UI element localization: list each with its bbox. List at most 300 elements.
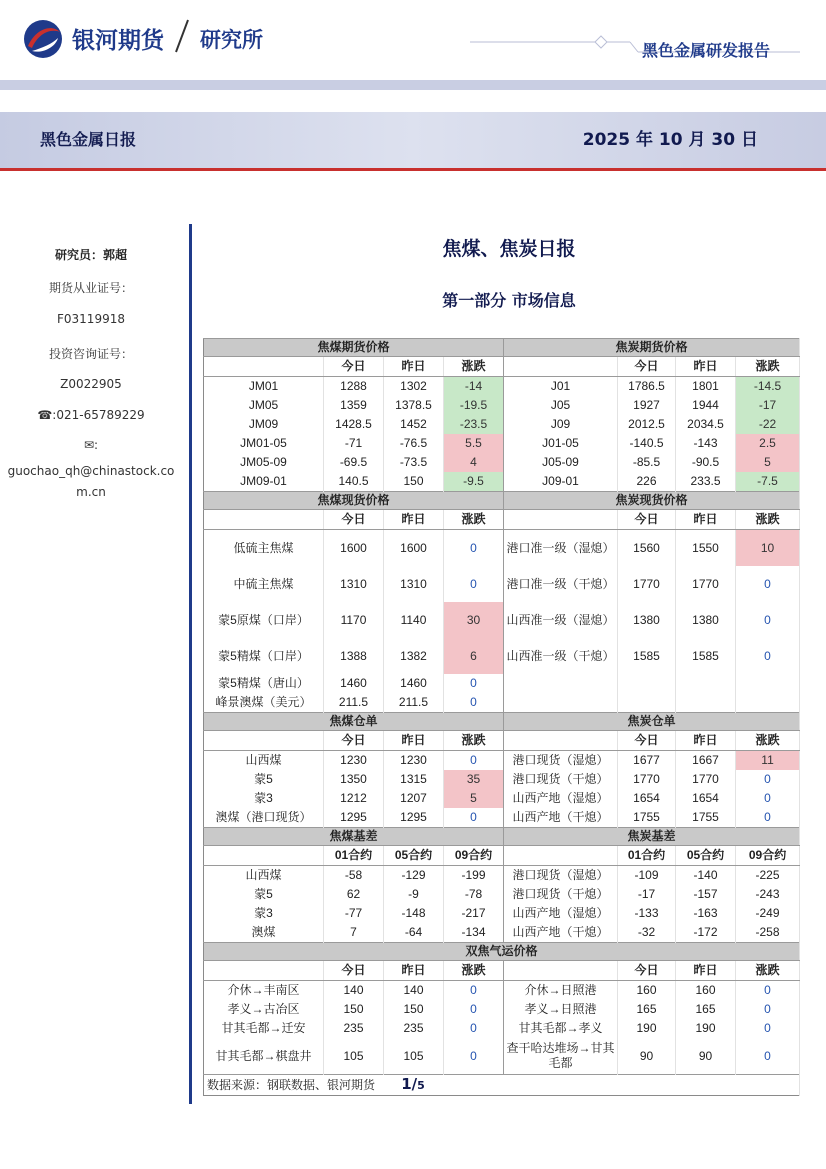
value-cell: -9.5 [444, 472, 504, 492]
value-cell: 1170 [324, 602, 384, 638]
value-cell: 1302 [384, 377, 444, 397]
column-header: 今日 [324, 961, 384, 981]
phone-number: ☎:021-65789229 [37, 408, 145, 422]
page-number [0, 1075, 826, 1093]
value-cell: 165 [676, 1000, 736, 1019]
value-cell: -17 [618, 885, 676, 904]
row-label: 蒙3 [204, 904, 324, 923]
column-header-row [204, 846, 800, 866]
table-row [204, 1019, 800, 1038]
table-row [204, 638, 800, 674]
blank-cell [504, 961, 618, 981]
section-header-row [204, 339, 800, 357]
row-label: 山西产地（干熄） [504, 808, 618, 828]
value-cell: 1755 [618, 808, 676, 828]
blank-cell [204, 846, 324, 866]
value-cell: 1667 [676, 751, 736, 771]
row-label: 蒙5精煤（唐山） [204, 674, 324, 693]
value-cell: 2012.5 [618, 415, 676, 434]
value-cell: 1654 [676, 789, 736, 808]
value-cell: 1560 [618, 530, 676, 567]
value-cell: 140.5 [324, 472, 384, 492]
sidebar-rule [189, 224, 192, 1104]
value-cell: 0 [444, 1038, 504, 1075]
value-cell: -32 [618, 923, 676, 943]
row-label: 查干哈达堆场→甘其毛都 [504, 1038, 618, 1075]
value-cell: 1288 [324, 377, 384, 397]
section-header-row [204, 828, 800, 846]
table-row [204, 751, 800, 771]
value-cell: 1755 [676, 808, 736, 828]
column-header: 今日 [618, 961, 676, 981]
blank-cell [204, 961, 324, 981]
value-cell: 0 [444, 981, 504, 1001]
column-header: 今日 [618, 510, 676, 530]
row-label: 港口准一级（干熄） [504, 566, 618, 602]
row-label: JM05-09 [204, 453, 324, 472]
value-cell: 0 [736, 1000, 800, 1019]
value-cell: 0 [736, 1038, 800, 1075]
value-cell: 211.5 [384, 693, 444, 713]
table-row [204, 1038, 800, 1075]
column-header: 09合约 [444, 846, 504, 866]
value-cell [736, 674, 800, 693]
value-cell: 90 [676, 1038, 736, 1075]
value-cell: 160 [676, 981, 736, 1001]
row-label: J01 [504, 377, 618, 397]
value-cell: 1770 [618, 566, 676, 602]
value-cell: -163 [676, 904, 736, 923]
column-header: 01合约 [618, 846, 676, 866]
column-header: 涨跌 [444, 510, 504, 530]
value-cell: 1585 [618, 638, 676, 674]
section-title: 第一部分 市场信息 [442, 291, 576, 310]
email-address[interactable]: guochao_qh@chinastock.com.cn [7, 464, 175, 499]
data-source: 数据来源：钢联数据、银河期货 [204, 1075, 800, 1096]
table-row [204, 770, 800, 789]
value-cell: 105 [384, 1038, 444, 1075]
value-cell: -73.5 [384, 453, 444, 472]
value-cell: 1295 [324, 808, 384, 828]
value-cell: -23.5 [444, 415, 504, 434]
value-cell: -7.5 [736, 472, 800, 492]
value-cell: -14.5 [736, 377, 800, 397]
value-cell: -71 [324, 434, 384, 453]
value-cell: 235 [384, 1019, 444, 1038]
row-label: 孝义→古冶区 [204, 1000, 324, 1019]
column-header: 昨日 [676, 961, 736, 981]
analyst-name: 研究员：郭超 [54, 248, 127, 262]
value-cell: 1310 [324, 566, 384, 602]
value-cell: 11 [736, 751, 800, 771]
column-header: 涨跌 [736, 731, 800, 751]
value-cell: 1380 [618, 602, 676, 638]
column-header: 涨跌 [736, 357, 800, 377]
mail-icon: ✉ [83, 438, 94, 452]
value-cell: 235 [324, 1019, 384, 1038]
row-label: 峰景澳煤（美元） [204, 693, 324, 713]
value-cell: 165 [618, 1000, 676, 1019]
row-label: 蒙5原煤（口岸） [204, 602, 324, 638]
value-cell: 140 [384, 981, 444, 1001]
value-cell: -109 [618, 866, 676, 886]
value-cell: -157 [676, 885, 736, 904]
row-label: J05-09 [504, 453, 618, 472]
section-title-cell: 焦煤基差 [204, 828, 504, 846]
table-row [204, 885, 800, 904]
blank-cell [204, 510, 324, 530]
row-label: J09 [504, 415, 618, 434]
value-cell [736, 693, 800, 713]
row-label: 蒙5 [204, 770, 324, 789]
value-cell: 150 [384, 472, 444, 492]
column-header: 涨跌 [736, 510, 800, 530]
column-header: 09合约 [736, 846, 800, 866]
column-header-row [204, 357, 800, 377]
row-label: 蒙5 [204, 885, 324, 904]
column-header: 今日 [324, 357, 384, 377]
column-header: 涨跌 [444, 961, 504, 981]
column-header: 05合约 [384, 846, 444, 866]
row-label: 港口现货（湿熄） [504, 751, 618, 771]
value-cell: 1230 [384, 751, 444, 771]
value-cell: 1550 [676, 530, 736, 567]
blank-cell [204, 731, 324, 751]
value-cell: 5.5 [444, 434, 504, 453]
row-label: 港口现货（湿熄） [504, 866, 618, 886]
value-cell: 1770 [676, 770, 736, 789]
value-cell: 30 [444, 602, 504, 638]
row-label: 山西煤 [204, 751, 324, 771]
value-cell: 1295 [384, 808, 444, 828]
column-header: 昨日 [384, 357, 444, 377]
value-cell: -225 [736, 866, 800, 886]
table-row [204, 904, 800, 923]
report-type: 黑色金属研发报告 [641, 41, 770, 60]
value-cell: 0 [736, 808, 800, 828]
row-label: 甘其毛都→迁安 [204, 1019, 324, 1038]
value-cell: 0 [444, 751, 504, 771]
value-cell: 1927 [618, 396, 676, 415]
report-date: 2025 年 10 月 30 日 [582, 130, 758, 150]
table-row [204, 923, 800, 943]
row-label: JM01-05 [204, 434, 324, 453]
market-table [203, 338, 800, 1096]
row-label: 山西准一级（干熄） [504, 638, 618, 674]
value-cell: -258 [736, 923, 800, 943]
value-cell: -199 [444, 866, 504, 886]
section-header-row [204, 713, 800, 731]
value-cell: 35 [444, 770, 504, 789]
table-row [204, 434, 800, 453]
value-cell: 2034.5 [676, 415, 736, 434]
row-label: J05 [504, 396, 618, 415]
column-header: 今日 [324, 731, 384, 751]
value-cell: 0 [736, 770, 800, 789]
row-label: 甘其毛都→孝义 [504, 1019, 618, 1038]
value-cell: -76.5 [384, 434, 444, 453]
value-cell [618, 674, 676, 693]
value-cell [676, 674, 736, 693]
value-cell: -64 [384, 923, 444, 943]
value-cell: 5 [736, 453, 800, 472]
row-label: 蒙3 [204, 789, 324, 808]
column-header: 昨日 [676, 731, 736, 751]
value-cell: 0 [736, 638, 800, 674]
value-cell: 211.5 [324, 693, 384, 713]
value-cell: 0 [444, 808, 504, 828]
email-colon: : [94, 438, 99, 452]
column-header: 05合约 [676, 846, 736, 866]
blank-cell [504, 357, 618, 377]
value-cell: 0 [444, 693, 504, 713]
value-cell: 2.5 [736, 434, 800, 453]
value-cell: 1382 [384, 638, 444, 674]
value-cell: -17 [736, 396, 800, 415]
section-title-cell: 焦炭期货价格 [504, 339, 800, 357]
value-cell: -140.5 [618, 434, 676, 453]
value-cell: 0 [444, 1019, 504, 1038]
value-cell: 140 [324, 981, 384, 1001]
table-row [204, 808, 800, 828]
value-cell: -143 [676, 434, 736, 453]
value-cell: -85.5 [618, 453, 676, 472]
value-cell: 1350 [324, 770, 384, 789]
value-cell: 226 [618, 472, 676, 492]
value-cell: 160 [618, 981, 676, 1001]
value-cell: 1460 [324, 674, 384, 693]
header-band [0, 80, 826, 90]
value-cell: 0 [736, 789, 800, 808]
table-row [204, 866, 800, 886]
section-title-cell: 焦煤仓单 [204, 713, 504, 731]
row-label: 澳煤（港口现货） [204, 808, 324, 828]
row-label: J01-05 [504, 434, 618, 453]
value-cell: 1207 [384, 789, 444, 808]
value-cell: 1600 [324, 530, 384, 567]
value-cell: 1460 [384, 674, 444, 693]
divider-slash [172, 18, 192, 54]
row-label: JM05 [204, 396, 324, 415]
table-row [204, 981, 800, 1001]
dept-name: 研究所 [200, 28, 263, 52]
column-header: 今日 [324, 510, 384, 530]
row-label: 中硫主焦煤 [204, 566, 324, 602]
column-header: 昨日 [384, 731, 444, 751]
value-cell: 1310 [384, 566, 444, 602]
row-label: 甘其毛都→棋盘井 [204, 1038, 324, 1075]
value-cell: 190 [676, 1019, 736, 1038]
row-label: JM01 [204, 377, 324, 397]
column-header-row [204, 731, 800, 751]
value-cell: -90.5 [676, 453, 736, 472]
value-cell: 1315 [384, 770, 444, 789]
value-cell: -69.5 [324, 453, 384, 472]
column-header-row [204, 961, 800, 981]
table-row [204, 415, 800, 434]
license-label: 期货从业证号： [48, 281, 133, 295]
table-row [204, 453, 800, 472]
table-row [204, 693, 800, 713]
red-rule [0, 168, 826, 171]
column-header: 01合约 [324, 846, 384, 866]
consult-number: Z0022905 [60, 377, 122, 391]
value-cell: 233.5 [676, 472, 736, 492]
value-cell: 1770 [618, 770, 676, 789]
value-cell: 1380 [676, 602, 736, 638]
column-header: 今日 [618, 357, 676, 377]
table-row [204, 789, 800, 808]
value-cell: -77 [324, 904, 384, 923]
value-cell: 150 [384, 1000, 444, 1019]
row-label: 低硫主焦煤 [204, 530, 324, 567]
value-cell: 90 [618, 1038, 676, 1075]
value-cell: 10 [736, 530, 800, 567]
value-cell: 62 [324, 885, 384, 904]
value-cell: 5 [444, 789, 504, 808]
row-label: 山西煤 [204, 866, 324, 886]
row-label: 山西产地（湿熄） [504, 789, 618, 808]
value-cell: -129 [384, 866, 444, 886]
row-label [504, 693, 618, 713]
value-cell [676, 693, 736, 713]
value-cell: 1452 [384, 415, 444, 434]
value-cell: -140 [676, 866, 736, 886]
blank-cell [504, 731, 618, 751]
value-cell: -243 [736, 885, 800, 904]
section-title-cell: 焦炭仓单 [504, 713, 800, 731]
table-row [204, 602, 800, 638]
value-cell: -9 [384, 885, 444, 904]
value-cell: 1600 [384, 530, 444, 567]
value-cell: 1140 [384, 602, 444, 638]
column-header-row [204, 510, 800, 530]
value-cell: -148 [384, 904, 444, 923]
value-cell: 0 [444, 674, 504, 693]
value-cell: -134 [444, 923, 504, 943]
row-label: JM09 [204, 415, 324, 434]
table-row [204, 566, 800, 602]
value-cell: 1677 [618, 751, 676, 771]
value-cell: 1585 [676, 638, 736, 674]
value-cell: 0 [736, 981, 800, 1001]
column-header: 昨日 [676, 510, 736, 530]
column-header: 昨日 [384, 961, 444, 981]
value-cell: 6 [444, 638, 504, 674]
galaxy-logo-icon [22, 18, 64, 60]
value-cell: 0 [736, 602, 800, 638]
main-title: 焦煤、焦炭日报 [442, 238, 576, 260]
value-cell: -78 [444, 885, 504, 904]
value-cell: 1230 [324, 751, 384, 771]
section-title-cell: 焦炭现货价格 [504, 492, 800, 510]
value-cell: 190 [618, 1019, 676, 1038]
value-cell: -19.5 [444, 396, 504, 415]
row-label: 澳煤 [204, 923, 324, 943]
value-cell: -217 [444, 904, 504, 923]
section-header-row [204, 492, 800, 510]
column-header: 涨跌 [444, 731, 504, 751]
row-label: 蒙5精煤（口岸） [204, 638, 324, 674]
report-name: 黑色金属日报 [40, 130, 137, 149]
value-cell: -249 [736, 904, 800, 923]
blank-cell [204, 357, 324, 377]
page-total: 5 [417, 1079, 425, 1092]
table-row [204, 472, 800, 492]
table-row [204, 674, 800, 693]
value-cell: 1786.5 [618, 377, 676, 397]
value-cell: 1212 [324, 789, 384, 808]
column-header: 昨日 [676, 357, 736, 377]
row-label: 港口现货（干熄） [504, 885, 618, 904]
value-cell: 1944 [676, 396, 736, 415]
row-label: 介休→丰南区 [204, 981, 324, 1001]
column-header: 涨跌 [736, 961, 800, 981]
section-title-cell: 双焦气运价格 [204, 943, 800, 961]
value-cell: -22 [736, 415, 800, 434]
row-label: 山西产地（湿熄） [504, 904, 618, 923]
blank-cell [504, 510, 618, 530]
license-number: F03119918 [57, 312, 125, 326]
row-label: J09-01 [504, 472, 618, 492]
value-cell: 1654 [618, 789, 676, 808]
row-label: 孝义→日照港 [504, 1000, 618, 1019]
page-current: 1/ [401, 1075, 418, 1093]
row-label: 港口现货（干熄） [504, 770, 618, 789]
value-cell: -14 [444, 377, 504, 397]
column-header: 涨跌 [444, 357, 504, 377]
table-row [204, 377, 800, 397]
value-cell: 1388 [324, 638, 384, 674]
column-header: 今日 [618, 731, 676, 751]
section-title-cell: 焦煤现货价格 [204, 492, 504, 510]
section-header-row [204, 943, 800, 961]
row-label: 山西准一级（湿熄） [504, 602, 618, 638]
value-cell: 150 [324, 1000, 384, 1019]
value-cell: 7 [324, 923, 384, 943]
value-cell: 4 [444, 453, 504, 472]
value-cell: 0 [444, 530, 504, 567]
row-label: 港口准一级（湿熄） [504, 530, 618, 567]
brand-name: 银河期货 [72, 28, 164, 54]
row-label: 山西产地（干熄） [504, 923, 618, 943]
value-cell: -133 [618, 904, 676, 923]
row-label [504, 674, 618, 693]
value-cell: 0 [736, 1019, 800, 1038]
value-cell: 1801 [676, 377, 736, 397]
value-cell: -58 [324, 866, 384, 886]
value-cell: 1428.5 [324, 415, 384, 434]
table-row [204, 1000, 800, 1019]
value-cell: 0 [736, 566, 800, 602]
table-row [204, 396, 800, 415]
section-title-cell: 焦炭基差 [504, 828, 800, 846]
value-cell: 1359 [324, 396, 384, 415]
value-cell: -172 [676, 923, 736, 943]
row-label: 介休→日照港 [504, 981, 618, 1001]
blank-cell [504, 846, 618, 866]
row-label: JM09-01 [204, 472, 324, 492]
value-cell: 1770 [676, 566, 736, 602]
email-row [0, 438, 182, 452]
section-title-cell: 焦煤期货价格 [204, 339, 504, 357]
value-cell: 105 [324, 1038, 384, 1075]
column-header: 昨日 [384, 510, 444, 530]
value-cell: 0 [444, 1000, 504, 1019]
consult-label: 投资咨询证号： [48, 347, 133, 361]
value-cell [618, 693, 676, 713]
table-row [204, 530, 800, 567]
